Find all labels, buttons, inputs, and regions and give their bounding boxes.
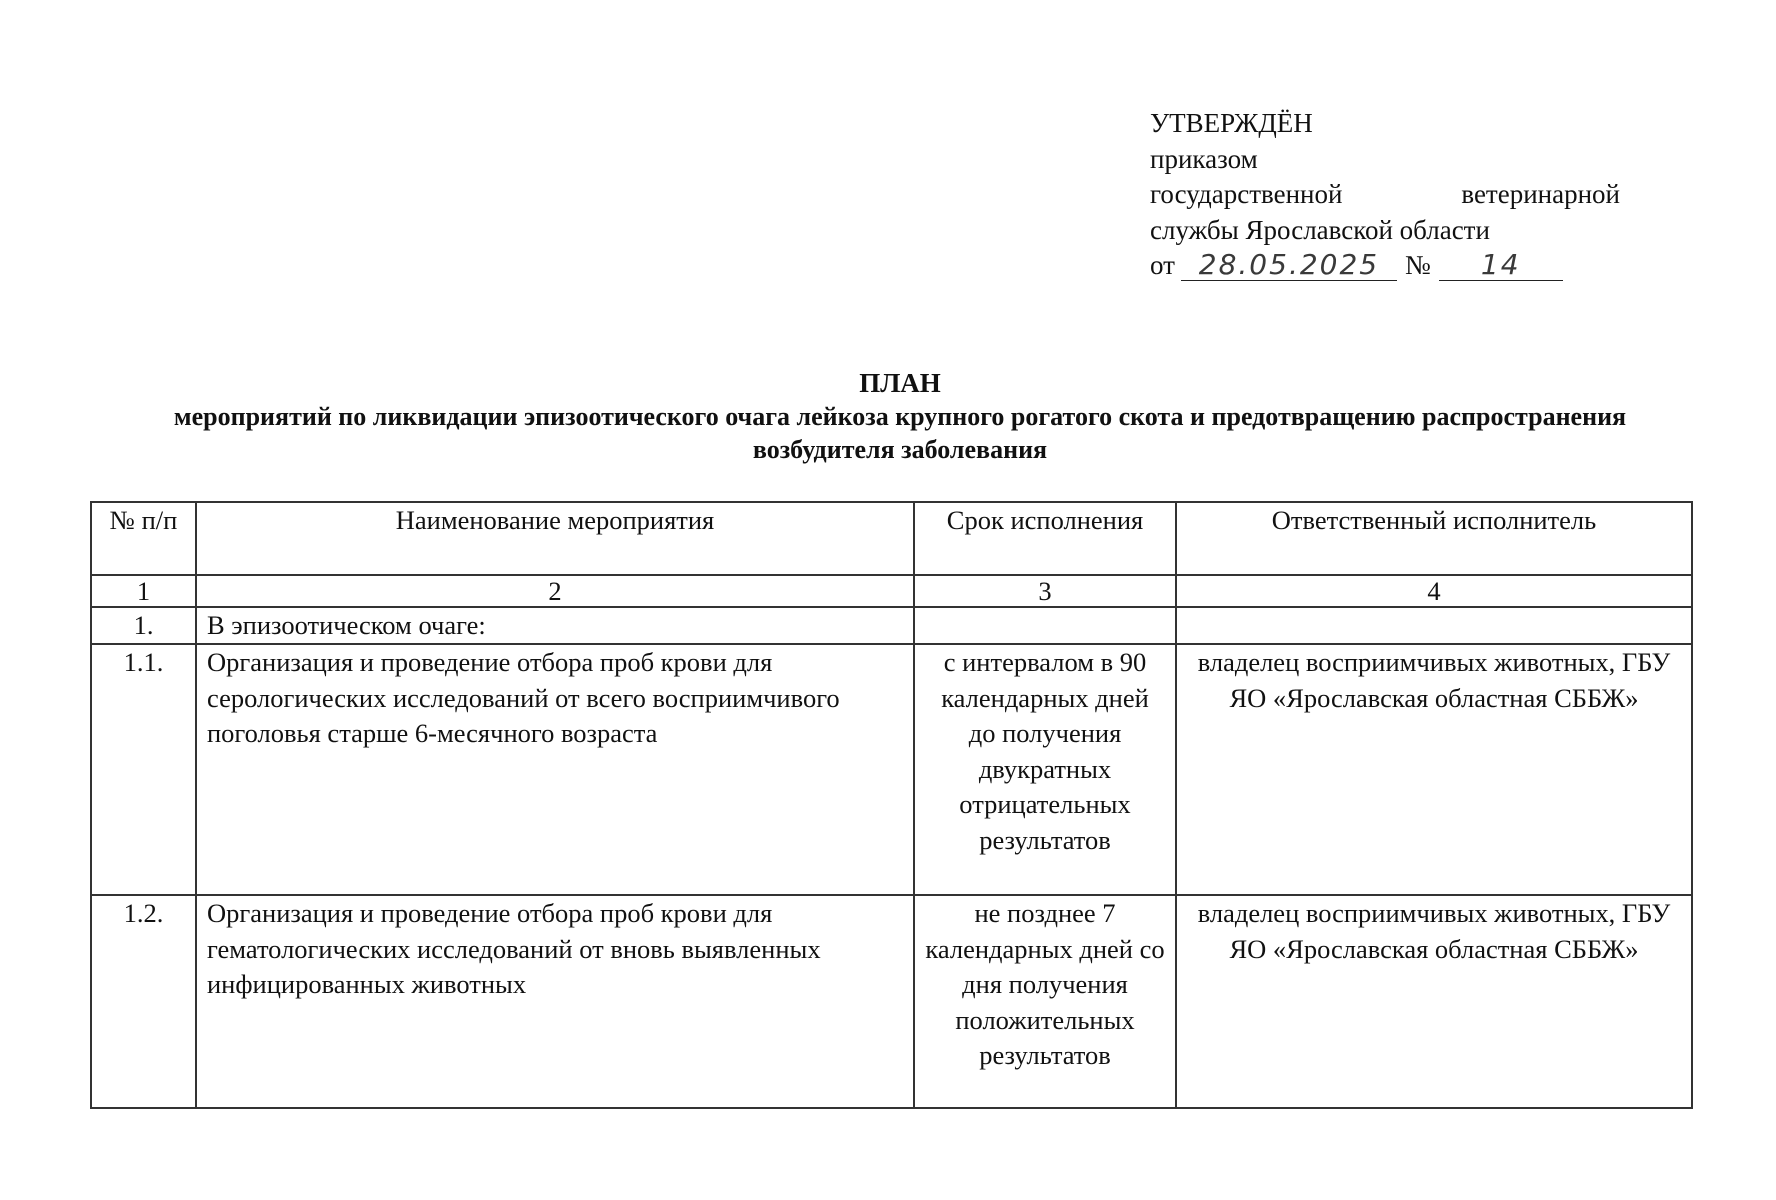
approval-number-sign: №	[1404, 250, 1431, 280]
approval-order-label: приказом	[1150, 143, 1258, 174]
row-responsible: владелец восприимчивых животных, ГБУ ЯО «Ярославская областная СББЖ»	[1176, 895, 1692, 1108]
row-term: не позднее 7 календарных дней со дня получения положительных результатов	[914, 895, 1176, 1108]
header-responsible: Ответственный исполнитель	[1176, 502, 1692, 575]
approval-authority-word2: ветеринарной	[1461, 179, 1620, 209]
table-row	[91, 607, 1692, 644]
column-number: 1	[91, 575, 196, 607]
header-name: Наименование мероприятия	[196, 502, 914, 575]
column-number: 2	[196, 575, 914, 607]
row-name: В эпизоотическом очаге:	[196, 607, 914, 644]
table-row	[91, 895, 1692, 1108]
header-term: Срок исполнения	[914, 502, 1176, 575]
title-main: ПЛАН	[859, 368, 941, 398]
row-number: 1.	[91, 607, 196, 644]
approval-number-handwritten: 14	[1439, 250, 1563, 281]
row-name: Организация и проведение отбора проб крови для серологических исследований от всего восприимчивого поголовья старше 6-месячного возраста	[196, 644, 914, 895]
plan-table	[90, 501, 1693, 1109]
row-responsible	[1176, 607, 1692, 644]
column-number-row	[91, 575, 1692, 607]
approval-date-prefix: от	[1150, 250, 1175, 280]
document-title	[140, 367, 1660, 466]
header-number: № п/п	[91, 502, 196, 575]
row-term: с интервалом в 90 календарных дней до получения двукратных отрицательных результатов	[914, 644, 1176, 895]
table-row	[91, 644, 1692, 895]
row-number: 1.2.	[91, 895, 196, 1108]
row-number: 1.1.	[91, 644, 196, 895]
approval-date-line	[1150, 248, 1620, 284]
approval-date-handwritten: 28.05.2025	[1181, 250, 1397, 281]
column-number: 4	[1176, 575, 1692, 607]
approval-authority-word1: государственной	[1150, 179, 1343, 209]
column-number: 3	[914, 575, 1176, 607]
table-header-row	[91, 502, 1692, 575]
row-name: Организация и проведение отбора проб крови для гематологических исследований от вновь выявленных инфицированных животных	[196, 895, 914, 1108]
approval-heading: УТВЕРЖДЁН	[1150, 108, 1313, 138]
row-term	[914, 607, 1176, 644]
title-subtitle: мероприятий по ликвидации эпизоотического очага лейкоза крупного рогатого скота и предотвращению распространения возбудителя заболевания	[173, 402, 1627, 464]
approval-authority-line	[1150, 177, 1620, 213]
approval-stamp	[1150, 106, 1620, 284]
row-responsible: владелец восприимчивых животных, ГБУ ЯО «Ярославская областная СББЖ»	[1176, 644, 1692, 895]
approval-authority-line2: службы Ярославской области	[1150, 214, 1490, 245]
